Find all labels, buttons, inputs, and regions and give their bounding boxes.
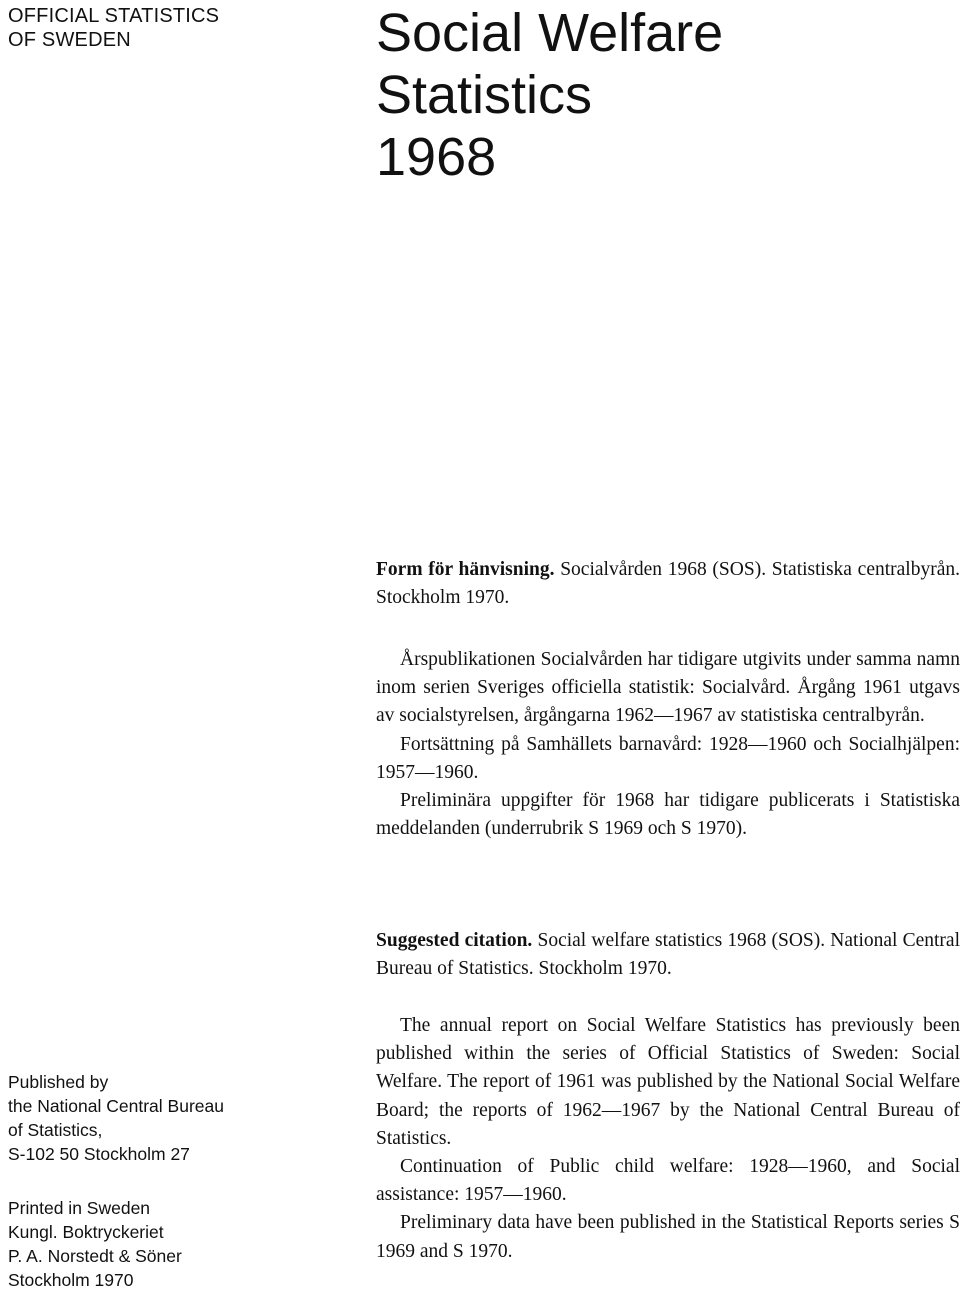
series-title-line: OFFICIAL STATISTICS: [8, 5, 220, 27]
printer-line: Printed in Sweden: [8, 1198, 151, 1218]
title-line: Social Welfare: [376, 3, 724, 63]
series-title: [8, 4, 219, 52]
title-year: 1968: [376, 127, 497, 187]
citation-lead: Suggested citation.: [376, 930, 533, 951]
swedish-citation: [376, 556, 960, 612]
note-paragraph: Årspublikationen Socialvården har tidigare utgivits under samma namn inom serien Sveriges officiella statistik: Socialvård. Årgång 1961 utgavs av socialstyrelsen, årgångarna 1962—1967 av statistiska centralbyrån.: [376, 649, 960, 727]
english-citation: [376, 927, 960, 983]
citation-paragraph: [376, 556, 960, 612]
note-paragraph: Continuation of Public child welfare: 1928—1960, and Social assistance: 1957—1960.: [376, 1156, 960, 1206]
series-title-line: OF SWEDEN: [8, 29, 131, 51]
english-notes: [376, 1012, 960, 1266]
note-paragraph: Fortsättning på Samhällets barnavård: 1928—1960 och Socialhjälpen: 1957—1960.: [376, 733, 960, 783]
citation-lead: Form för hänvisning.: [376, 559, 555, 580]
citation-paragraph: [376, 927, 960, 983]
swedish-notes: [376, 646, 960, 843]
note-paragraph: Preliminära uppgifter för 1968 har tidigare publicerats i Statistiska meddelanden (underrubrik S 1969 och S 1970).: [376, 790, 960, 840]
printer-line: Kungl. Boktryckeriet: [8, 1222, 164, 1242]
publisher-line: the National Central Bureau: [8, 1096, 224, 1116]
note-paragraph: The annual report on Social Welfare Statistics has previously been published within the series of Official Statistics of Sweden: Social Welfare. The report of 1961 was published by the National Social Welfare Board; the reports of 1962—1967 by the National Central Bureau of Statistics.: [376, 1015, 960, 1149]
publisher-line: S-102 50 Stockholm 27: [8, 1144, 190, 1164]
citation-text: Socialvården 1968 (SOS). Statistiska centralbyrån. Stockholm 1970.: [376, 559, 960, 609]
printer-block: [8, 1196, 308, 1292]
document-title: [376, 2, 723, 188]
title-line: Statistics: [376, 65, 593, 125]
note-paragraph: Preliminary data have been published in the Statistical Reports series S 1969 and S 1970.: [376, 1212, 960, 1262]
publisher-block: [8, 1070, 308, 1166]
publisher-line: of Statistics,: [8, 1120, 103, 1140]
printer-line: Stockholm 1970: [8, 1270, 134, 1290]
citation-text: Social welfare statistics 1968 (SOS). National Central Bureau of Statistics. Stockholm 1970.: [376, 930, 960, 980]
publisher-line: Published by: [8, 1072, 109, 1092]
printer-line: P. A. Norstedt & Söner: [8, 1246, 182, 1266]
